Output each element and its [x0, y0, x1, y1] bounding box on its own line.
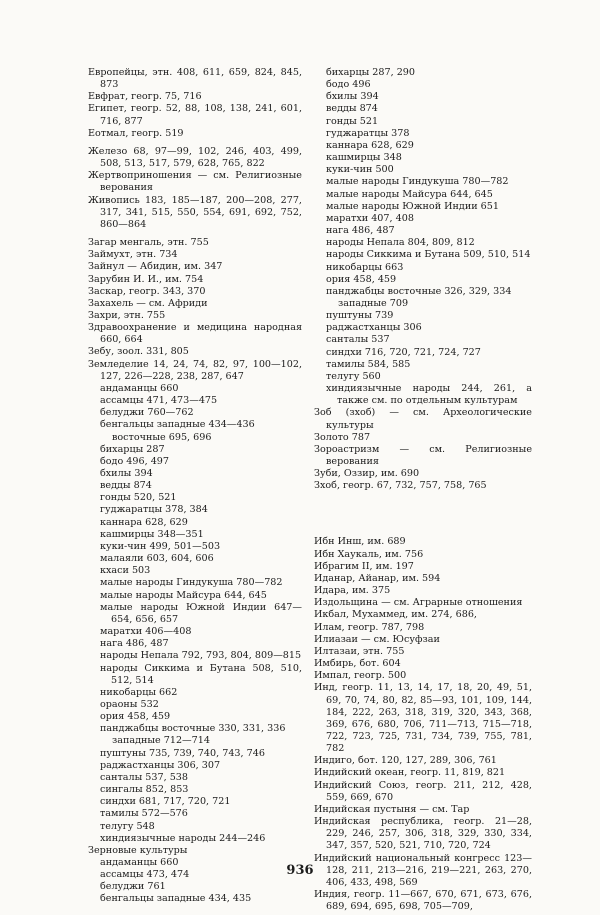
index-subentry: телугу 560 — [326, 370, 381, 382]
index-subentry: маратхи 407, 408 — [326, 212, 414, 224]
index-column-right — [314, 67, 532, 913]
index-entry: Имбирь, бот. 604 — [314, 658, 401, 670]
index-entry: Индийский Союз, геогр. 211, 212, 428, 559, 669, 670 — [314, 779, 532, 803]
index-subentry: бодо 496, 497 — [100, 455, 170, 467]
index-subentry: куки-чин 499, 501—503 — [100, 540, 221, 552]
index-entry: Захри, этн. 755 — [88, 309, 166, 321]
index-column-left — [88, 67, 302, 906]
index-subentry: народы Сиккима и Бутана 509, 510, 514 — [326, 249, 531, 261]
index-entry: Издольщина — см. Аграрные отношения — [314, 597, 523, 609]
index-subentry: бхилы 394 — [326, 91, 379, 103]
index-entry: Ибн Инш, им. 689 — [314, 536, 406, 548]
index-entry: Импал, геогр. 500 — [314, 670, 407, 682]
index-subentry: каннара 628, 629 — [326, 139, 414, 151]
index-entry: Еотмал, геогр. 519 — [88, 127, 184, 139]
index-subentry: сингалы 852, 853 — [100, 784, 189, 796]
index-subentry: тамилы 584, 585 — [326, 358, 411, 370]
index-entry: Индийская пустыня — см. Тар — [314, 803, 470, 815]
index-entry: Золото 787 — [314, 431, 371, 443]
index-entry: Зороастризм — см. Религиозные верования — [314, 443, 532, 467]
index-subentry: раджастханцы 306 — [326, 322, 422, 334]
index-subentry: санталы 537 — [326, 334, 390, 346]
index-subentry: малаяли 603, 604, 606 — [100, 553, 214, 565]
index-subentry: ассамцы 471, 473—475 — [100, 395, 218, 407]
index-subentry: малые народы Южной Индии 647—654, 656, 657 — [100, 601, 302, 625]
index-entry: Инд, геогр. 11, 13, 14, 17, 18, 20, 49, 51, 69, 70, 74, 80, 82, 85—93, 101, 109, 144, 184, 222, 263, 318, 319, 320, 343, 368, 369, 676, 680, 706, 711—713, 715—718, 722, 723, 725, 731, 734, 739, 755, 781, 782 — [314, 682, 532, 755]
index-subentry: ассамцы 473, 474 — [100, 869, 190, 881]
index-subentry: западные 709 — [338, 297, 409, 309]
index-subentry: андаманцы 660 — [100, 382, 179, 394]
index-subentry: ведды 874 — [326, 103, 378, 115]
index-subentry: бенгальцы западные 434, 435 — [100, 893, 252, 905]
index-subentry: народы Непала 792, 793, 804, 809—815 — [100, 650, 302, 662]
index-entry: Заскар, геогр. 343, 370 — [88, 285, 206, 297]
index-subentry: хиндиязычные народы 244—246 — [100, 832, 266, 844]
index-entry: Ибрагим II, им. 197 — [314, 560, 414, 572]
index-entry: Зарубин И. И., им. 754 — [88, 273, 204, 285]
index-subentry: малые народы Южной Индии 651 — [326, 200, 499, 212]
index-subentry: хиндиязычные народы 244, 261, а также см. по отдельным культурам — [326, 383, 532, 407]
index-entry: Железо 68, 97—99, 102, 246, 403, 499, 508, 513, 517, 579, 628, 765, 822 — [88, 145, 302, 170]
index-subentry: пуштуны 739 — [326, 310, 394, 322]
index-entry: Индия, геогр. 11—667, 670, 671, 673, 676, 689, 694, 695, 698, 705—709, — [314, 889, 532, 913]
index-subentry: тамилы 572—576 — [100, 808, 188, 820]
index-subentry: ораоны 532 — [100, 698, 159, 710]
index-entry: Индийский океан, геогр. 11, 819, 821 — [314, 767, 506, 779]
index-entry: Индийская республика, геогр. 21—28, 229, 246, 257, 306, 318, 329, 330, 334, 347, 357, 520, 521, 710, 720, 724 — [314, 816, 532, 852]
index-entry: Индиго, бот. 120, 127, 289, 306, 761 — [314, 755, 497, 767]
index-subentry: гуджаратцы 378, 384 — [100, 504, 208, 516]
index-entry: Египет, геогр. 52, 88, 108, 138, 241, 601, 716, 877 — [88, 103, 302, 127]
index-subentry: ория 458, 459 — [326, 273, 397, 285]
index-subentry: народы Непала 804, 809, 812 — [326, 237, 475, 249]
index-subentry: санталы 537, 538 — [100, 771, 189, 783]
index-subentry: народы Сиккима и Бутана 508, 510, 512, 514 — [100, 662, 302, 686]
index-subentry: западные 712—714 — [112, 735, 210, 747]
index-entry: Зерновые культуры — [88, 844, 188, 856]
index-subentry: гуджаратцы 378 — [326, 127, 410, 139]
index-subentry: бенгальцы западные 434—436 — [100, 419, 255, 431]
index-entry: Европейцы, этн. 408, 611, 659, 824, 845, 873 — [88, 67, 302, 91]
index-subentry: белуджи 760—762 — [100, 407, 194, 419]
index-subentry: пуштуны 735, 739, 740, 743, 746 — [100, 747, 265, 759]
index-entry: Загар менгаль, этн. 755 — [88, 237, 209, 249]
index-entry: Индийский национальный конгресс 123—128, 211, 213—216, 219—221, 263, 270, 406, 433, 498, 569 — [314, 852, 532, 888]
index-subentry: каннара 628, 629 — [100, 516, 188, 528]
index-subentry: раджастханцы 306, 307 — [100, 759, 221, 771]
index-subentry: ведды 874 — [100, 480, 152, 492]
index-subentry: бхилы 394 — [100, 468, 153, 479]
index-entry: Зхоб, геогр. 67, 732, 757, 758, 765 — [314, 480, 487, 492]
index-subentry: кашмирцы 348 — [326, 152, 402, 164]
index-entry: Идара, им. 375 — [314, 585, 391, 597]
index-entry: Ибн Хаукаль, им. 756 — [314, 548, 424, 560]
index-subentry: телугу 548 — [100, 820, 155, 832]
index-entry: Икбал, Мухаммед, им. 274, 686, — [314, 609, 477, 621]
index-entry: Евфрат, геогр. 75, 716 — [88, 91, 202, 103]
index-subentry: кашмирцы 348—351 — [100, 528, 204, 540]
index-subentry: синдхи 681, 717, 720, 721 — [100, 796, 231, 808]
index-entry: Иданар, Айанар, им. 594 — [314, 572, 441, 584]
index-subentry: ория 458, 459 — [100, 711, 171, 723]
index-subentry: андаманцы 660 — [100, 857, 179, 868]
index-subentry: маратхи 406—408 — [100, 626, 192, 638]
index-subentry: гонды 520, 521 — [100, 492, 177, 504]
index-entry: Илам, геогр. 787, 798 — [314, 621, 425, 633]
index-entry: Захахель — см. Африди — [88, 297, 208, 309]
index-subentry: малые народы Майсура 644, 645 — [100, 589, 267, 601]
index-subentry: нага 486, 487 — [326, 225, 395, 237]
index-entry: Займухт, этн. 734 — [88, 249, 178, 261]
index-entry: Илиазаи — см. Юсуфзаи — [314, 633, 440, 645]
index-entry: Илтазаи, этн. 755 — [314, 645, 405, 657]
index-entry: Живопись 183, 185—187, 200—208, 277, 317, 341, 515, 550, 554, 691, 692, 752, 860—864 — [88, 194, 302, 230]
index-entry: Земледелие 14, 24, 74, 82, 97, 100—102, 127, 226—228, 238, 287, 647 — [88, 358, 302, 382]
index-subentry: нага 486, 487 — [100, 638, 169, 650]
index-subentry: восточные 695, 696 — [112, 431, 212, 443]
index-entry: Здравоохранение и медицина народная 660, 664 — [88, 322, 302, 346]
index-subentry: бихарцы 287 — [100, 443, 165, 455]
index-subentry: кхаси 503 — [100, 565, 151, 577]
index-subentry: куки-чин 500 — [326, 164, 394, 176]
index-subentry: панджабцы восточные 330, 331, 336 — [100, 723, 286, 735]
index-entry: Зоб (зхоб) — см. Археологические культуры — [314, 407, 532, 431]
index-subentry: малые народы Гиндукуша 780—782 — [326, 176, 509, 188]
index-entry: Зебу, зоол. 331, 805 — [88, 346, 189, 358]
page-number: 936 — [286, 863, 314, 878]
index-subentry: бихарцы 287, 290 — [326, 67, 416, 78]
index-subentry: панджабцы восточные 326, 329, 334 — [326, 285, 512, 297]
index-subentry: никобарцы 663 — [326, 261, 404, 273]
index-entry: Жертвоприношения — см. Религиозные верования — [88, 170, 302, 194]
index-subentry: белуджи 761 — [100, 881, 166, 893]
index-subentry: гонды 521 — [326, 115, 379, 127]
index-subentry: синдхи 716, 720, 721, 724, 727 — [326, 346, 481, 358]
index-subentry: малые народы Гиндукуша 780—782 — [100, 577, 283, 589]
index-subentry: никобарцы 662 — [100, 686, 178, 698]
index-entry: Зайнул — Абидин, им. 347 — [88, 261, 223, 273]
index-entry: Зуби, Оззир, им. 690 — [314, 468, 420, 480]
index-subentry: малые народы Майсура 644, 645 — [326, 188, 493, 200]
index-subentry: бодо 496 — [326, 79, 371, 91]
